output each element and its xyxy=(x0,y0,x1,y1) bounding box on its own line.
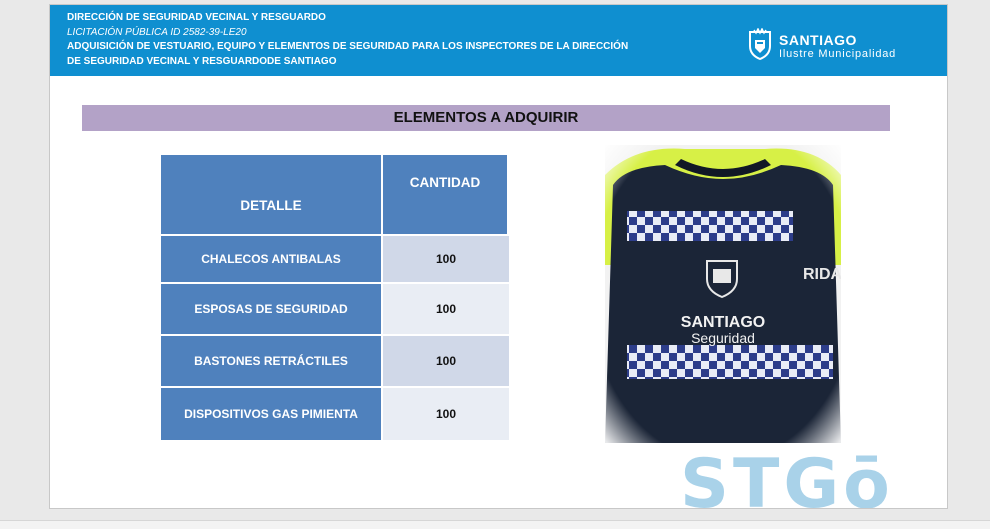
header-text xyxy=(67,11,628,69)
column-header-detalle: DETALLE xyxy=(161,155,383,236)
header-line-1: DIRECCIÓN DE SEGURIDAD VECINAL Y RESGUARDO xyxy=(67,12,326,23)
logo-name: SANTIAGO xyxy=(779,32,857,48)
table-row xyxy=(161,388,509,442)
column-header-cantidad: CANTIDAD xyxy=(383,155,509,236)
cantidad-cell: 100 xyxy=(383,336,509,388)
items-table xyxy=(161,155,509,442)
detalle-cell: DISPOSITIVOS GAS PIMIENTA xyxy=(161,388,383,442)
detalle-cell: CHALECOS ANTIBALAS xyxy=(161,236,383,284)
santiago-logo xyxy=(747,28,937,64)
cantidad-cell: 100 xyxy=(383,284,509,336)
header-banner xyxy=(50,5,947,76)
cantidad-cell: 100 xyxy=(383,236,509,284)
table-row xyxy=(161,284,509,336)
table-row xyxy=(161,236,509,284)
section-title: ELEMENTOS A ADQUIRIR xyxy=(82,105,890,131)
detalle-cell: ESPOSAS DE SEGURIDAD xyxy=(161,284,383,336)
header-line-2: LICITACIÓN PÚBLICA ID 2582-39-LE20 xyxy=(67,26,247,38)
cantidad-cell: 100 xyxy=(383,388,509,442)
slide xyxy=(49,4,948,509)
header-line-3: ADQUISICIÓN DE VESTUARIO, EQUIPO Y ELEMENTOS DE SEGURIDAD PARA LOS INSPECTORES DE LA DIRECCIÓN xyxy=(67,41,629,52)
stgo-watermark: STGō xyxy=(680,445,894,509)
logo-subtitle: Ilustre Municipalidad xyxy=(779,48,897,60)
detalle-cell: BASTONES RETRÁCTILES xyxy=(161,336,383,388)
crest-icon xyxy=(747,28,773,60)
table-header-row xyxy=(161,155,509,236)
vest-image xyxy=(605,145,841,443)
table-row xyxy=(161,336,509,388)
header-line-4: DE SEGURIDAD VECINAL Y RESGUARDODE SANTIAGO xyxy=(67,55,337,67)
